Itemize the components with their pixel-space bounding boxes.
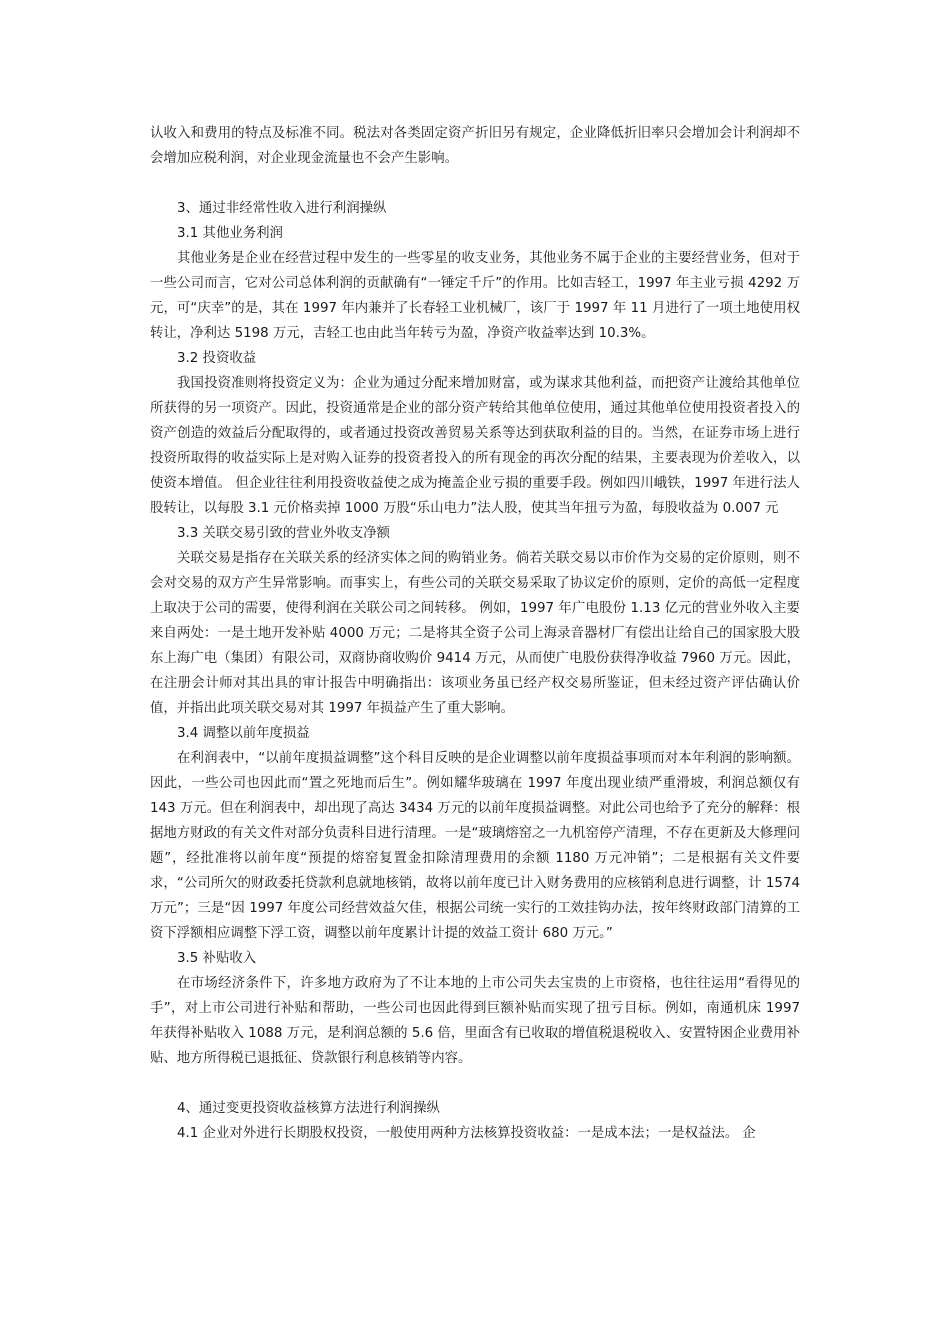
- spacer: [150, 171, 800, 196]
- section-3-2-paragraph: 我国投资准则将投资定义为：企业为通过分配来增加财富，或为谋求其他利益，而把资产让渡给其他单位所获得的另一项资产。因此，投资通常是企业的部分资产转给其他单位使用，通过其他单位使用投资者投入的资产创造的效益后分配取得的，或者通过投资改善贸易关系等达到获取利益的目的。当然，在证券市场上进行投资所取得的收益实际上是对购入证券的投资者投入的所有现金的再次分配的结果，主要表现为价差收入，以使资本增值。 但企业往往利用投资收益使之成为掩盖企业亏损的重要手段。例如四川峨铁，1997 年进行法人股转让，以每股 3.1 元价格卖掉 1000 万股“乐山电力”法人股，使其当年扭亏为盈，每股收益为 0.007 元: [150, 376, 800, 516]
- section-3-1-heading: 3.1 其他业务利润: [177, 226, 283, 241]
- intro-paragraph: 认收入和费用的特点及标准不同。税法对各类固定资产折旧另有规定，企业降低折旧率只会增加会计利润却不会增加应税利润，对企业现金流量也不会产生影响。: [150, 126, 800, 166]
- section-4-1-paragraph: 4.1 企业对外进行长期股权投资，一般使用两种方法核算投资收益：一是成本法；一是权益法。 企: [177, 1126, 756, 1141]
- section-4-heading: 4、通过变更投资收益核算方法进行利润操纵: [177, 1101, 440, 1116]
- section-3-1-paragraph: 其他业务是企业在经营过程中发生的一些零星的收支业务，其他业务不属于企业的主要经营业务，但对于一些公司而言，它对公司总体利润的贡献确有“一锤定千斤”的作用。比如吉轻工，1997 年主业亏损 4292 万元，可“庆幸”的是，其在 1997 年内兼并了长春轻工业机械厂，该厂于 1997 年 11 月进行了一项土地使用权转让，净利达 5198 万元，吉轻工也由此当年转亏为盈，净资产收益率达到 10.3%。: [150, 251, 800, 341]
- section-3-5-heading: 3.5 补贴收入: [177, 951, 257, 966]
- section-3-2-heading: 3.2 投资收益: [177, 351, 257, 366]
- section-3-heading: 3、通过非经常性收入进行利润操纵: [177, 201, 387, 216]
- section-3-3-heading: 3.3 关联交易引致的营业外收支净额: [177, 526, 391, 541]
- section-3-4-heading: 3.4 调整以前年度损益: [177, 726, 310, 741]
- section-3-5-paragraph: 在市场经济条件下，许多地方政府为了不让本地的上市公司失去宝贵的上市资格，也往往运用“看得见的手”，对上市公司进行补贴和帮助，一些公司也因此得到巨额补贴而实现了扭亏目标。例如，南通机床 1997 年获得补贴收入 1088 万元，是利润总额的 5.6 倍，里面含有已收取的增值税退税收入、安置特困企业费用补贴、地方所得税已退抵征、贷款银行利息核销等内容。: [150, 976, 800, 1066]
- section-3-3-paragraph: 关联交易是指存在关联关系的经济实体之间的购销业务。倘若关联交易以市价作为交易的定价原则，则不会对交易的双方产生异常影响。而事实上，有些公司的关联交易采取了协议定价的原则，定价的高低一定程度上取决于公司的需要，使得利润在关联公司之间转移。 例如，1997 年广电股份 1.13 亿元的营业外收入主要来自两处：一是土地开发补贴 4000 万元；二是将其全资子公司上海录音器材厂有偿出让给自己的国家股大股东上海广电（集团）有限公司，双商协商收购价 9414 万元，从而使广电股份获得净收益 7960 万元。因此，在注册会计师对其出具的审计报告中明确指出：该项业务虽已经产权交易所鉴证，但未经过资产评估确认价值，并指出此项关联交易对其 1997 年损益产生了重大影响。: [150, 551, 800, 716]
- spacer: [150, 1071, 800, 1096]
- section-3-4-paragraph: 在利润表中，“以前年度损益调整”这个科目反映的是企业调整以前年度损益事项而对本年利润的影响额。因此，一些公司也因此而“置之死地而后生”。例如耀华玻璃在 1997 年度出现业绩严重滑坡，利润总额仅有 143 万元。但在利润表中，却出现了高达 3434 万元的以前年度损益调整。对此公司也给予了充分的解释：根据地方财政的有关文件对部分负责科目进行清理。一是“玻璃熔窑之一九机窑停产清理，不存在更新及大修理问题”，经批准将以前年度“预提的熔窑复置金扣除清理费用的余额 1180 万元冲销”；二是根据有关文件要求，“公司所欠的财政委托贷款利息就地核销，故将以前年度已计入财务费用的应核销利息进行调整，计 1574 万元”；三是“因 1997 年度公司经营效益欠佳，根据公司统一实行的工效挂钩办法，按年终财政部门清算的工资下浮额相应调整下浮工资，调整以前年度累计计提的效益工资计 680 万元。”: [150, 751, 800, 941]
- document-body: [150, 121, 800, 1146]
